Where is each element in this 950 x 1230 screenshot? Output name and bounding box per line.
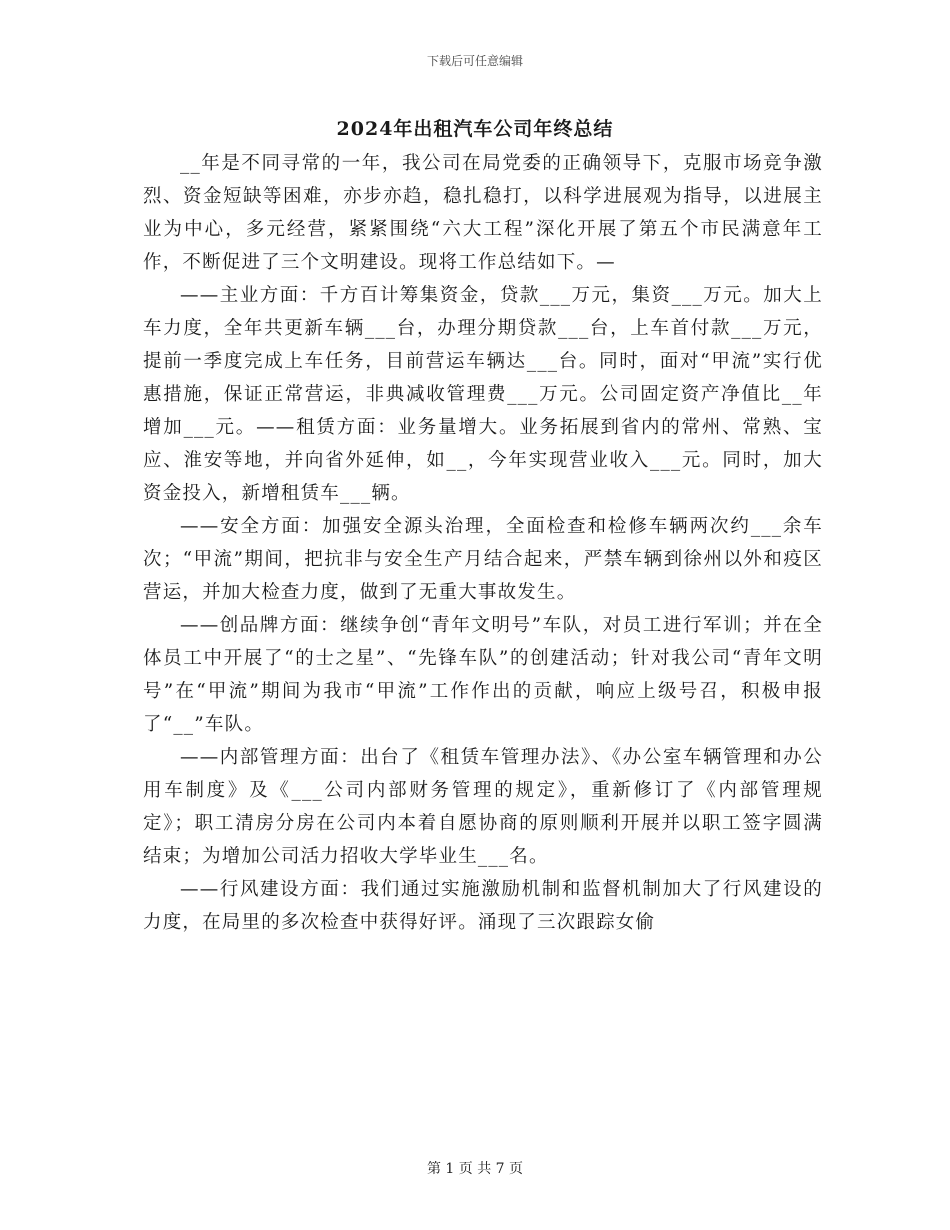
document-title: 2024年出租汽车公司年终总结 xyxy=(336,118,614,140)
paragraph-main-business: ——主业方面：千方百计筹集资金，贷款___万元，集资___万元。加大上车力度，全年共更新车辆___台，办理分期贷款___台，上车首付款___万元，提前一季度完成上车任务，目前营运车辆达___台。同时，面对“甲流”实行优惠措施，保证正常营运，非典减收管理费___万元。公司固定资产净值比__年增加___元。——租赁方面：业务量增大。业务拓展到省内的常州、常熟、宝应、淮安等地，并向省外延伸，如__，今年实现营业收入___元。同时，加大资金投入，新增租赁车___辆。 xyxy=(143,285,823,504)
paragraph-internal-management: ——内部管理方面：出台了《租赁车管理办法》、《办公室车辆管理和办公用车制度》及《___公司内部财务管理的规定》，重新修订了《内部管理规定》；职工清房分房在公司内本着自愿协商的原则顺利开展并以职工签字圆满结束；为增加公司活力招收大学毕业生___名。 xyxy=(143,747,823,867)
paragraph-intro: __年是不同寻常的一年，我公司在局党委的正确领导下，克服市场竞争激烈、资金短缺等困难，亦步亦趋，稳扎稳打，以科学进展观为指导，以进展主业为中心，多元经营，紧紧围绕“六大工程”深化开展了第五个市民满意年工作，不断促进了三个文明建设。现将工作总结如下。— xyxy=(143,153,823,273)
paragraph-safety: ——安全方面：加强安全源头治理，全面检查和检修车辆两次约___余车次；“甲流”期间，把抗非与安全生产月结合起来，严禁车辆到徐州以外和疫区营运，并加大检查力度，做到了无重大事故发生。 xyxy=(143,516,823,603)
page-number-footer: 第 1 页 共 7 页 xyxy=(426,1161,524,1177)
paragraph-brand: ——创品牌方面：继续争创“青年文明号”车队，对员工进行军训；并在全体员工中开展了“的士之星”、“先锋车队”的创建活动；针对我公司“青年文明号”在“甲流”期间为我市“甲流”工作作出的贡献，响应上级号召，积极申报了“__”车队。 xyxy=(143,615,823,735)
document-body xyxy=(143,147,823,939)
header-note: 下载后可任意编辑 xyxy=(426,54,523,68)
paragraph-conduct: ——行风建设方面：我们通过实施激励机制和监督机制加大了行风建设的力度，在局里的多次检查中获得好评。涌现了三次跟踪女偷 xyxy=(143,879,823,933)
